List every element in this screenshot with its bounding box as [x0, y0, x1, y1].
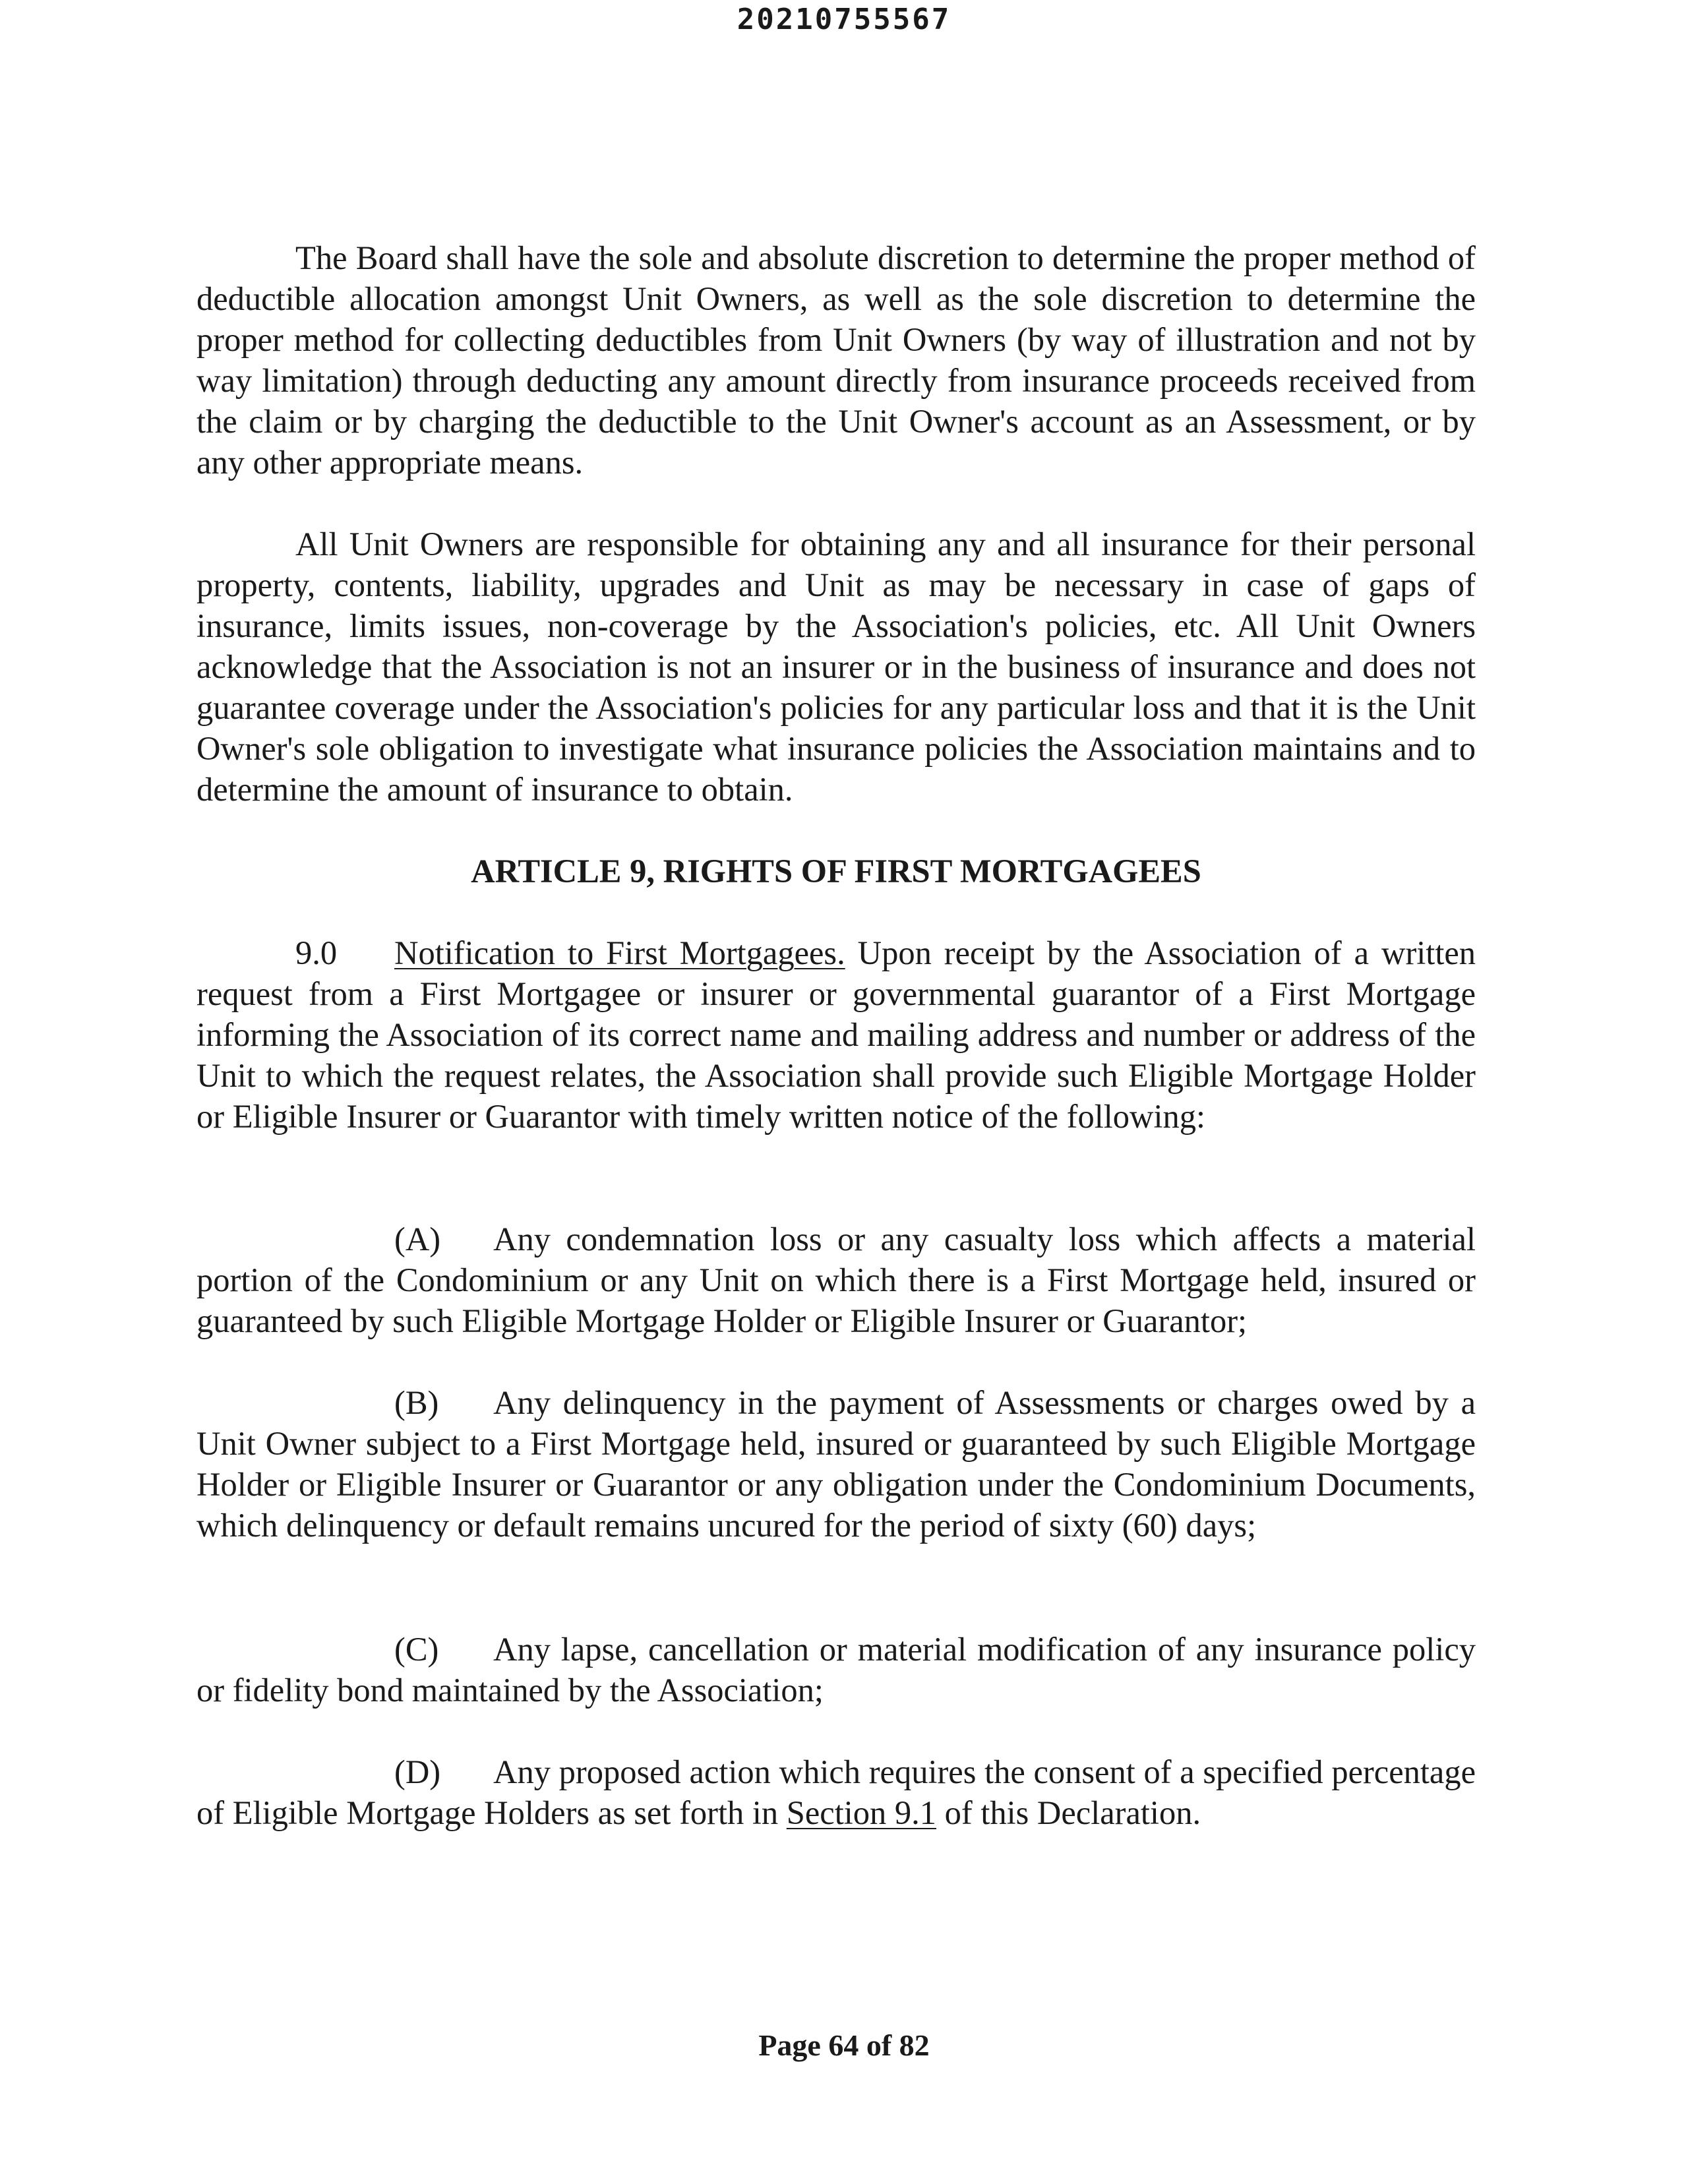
subsection-a: [196, 1219, 1476, 1341]
subsection-b: [196, 1382, 1476, 1546]
subsection-c: [196, 1629, 1476, 1711]
section-9-1-reference: Section 9.1: [786, 1794, 937, 1831]
subsection-d: [196, 1751, 1476, 1833]
section-text: Upon receipt by the Association of a written request from a First Mortgagee or insurer or governmental guarantor of a First Mortgage informing the Association of its correct name and mailing address and number or address of the Unit to which the request relates, the Association shall provide such Eligible Mortgage Holder or Eligible Insurer or Guarantor with timely written notice of the following:: [196, 934, 1476, 1135]
subsection-label: (A): [394, 1221, 441, 1258]
owner-insurance-paragraph: All Unit Owners are responsible for obtaining any and all insurance for their personal property, contents, liability, upgrades and Unit as may be necessary in case of gaps of insurance, limits issues, non-coverage by the Association's policies, etc. All Unit Owners acknowledge that the Association is not an insurer or in the business of insurance and does not guarantee coverage under the Association's policies for any particular loss and that it is the Unit Owner's sole obligation to investigate what insurance policies the Association maintains and to determine the amount of insurance to obtain.: [196, 526, 1476, 808]
section-number: 9.0: [295, 934, 338, 971]
subsection-text: Any condemnation loss or any casualty loss which affects a material portion of the Condominium or any Unit on which there is a First Mortgage held, insured or guaranteed by such Eligible Mortgage Holder or Eligible Insurer or Guarantor;: [196, 1221, 1476, 1339]
subsection-text-end: of this Declaration.: [944, 1794, 1201, 1831]
subsection-text: Any proposed action which requires the consent of a specified percentage of Eligible Mortgage Holders as set forth in: [196, 1753, 1476, 1831]
deductible-paragraph: The Board shall have the sole and absolute discretion to determine the proper method of deductible allocation amongst Unit Owners, as well as the sole discretion to determine the proper method for collecting deductibles from Unit Owners (by way of illustration and not by way limitation) through deducting any amount directly from insurance proceeds received from the claim or by charging the deductible to the Unit Owner's account as an Assessment, or by any other appropriate means.: [196, 239, 1476, 481]
page-number: Page 64 of 82: [758, 2028, 930, 2062]
section-9-0: [196, 932, 1476, 1137]
subsection-label: (B): [394, 1384, 439, 1421]
subsection-text: Any lapse, cancellation or material modification of any insurance policy or fidelity bond maintained by the Association;: [196, 1631, 1476, 1709]
subsection-label: (C): [394, 1631, 439, 1668]
section-title: Notification to First Mortgagees.: [394, 934, 845, 971]
subsection-text: Any delinquency in the payment of Assessments or charges owed by a Unit Owner subject to a First Mortgage held, insured or guaranteed by such Eligible Mortgage Holder or Eligible Insurer or Guarantor or any obligation under the Condominium Documents, which delinquency or default remains uncured for the period of sixty (60) days;: [196, 1384, 1476, 1544]
subsection-label: (D): [394, 1753, 441, 1790]
article-heading: ARTICLE 9, RIGHTS OF FIRST MORTGAGEES: [471, 853, 1201, 890]
document-number: 20210755567: [737, 3, 951, 36]
